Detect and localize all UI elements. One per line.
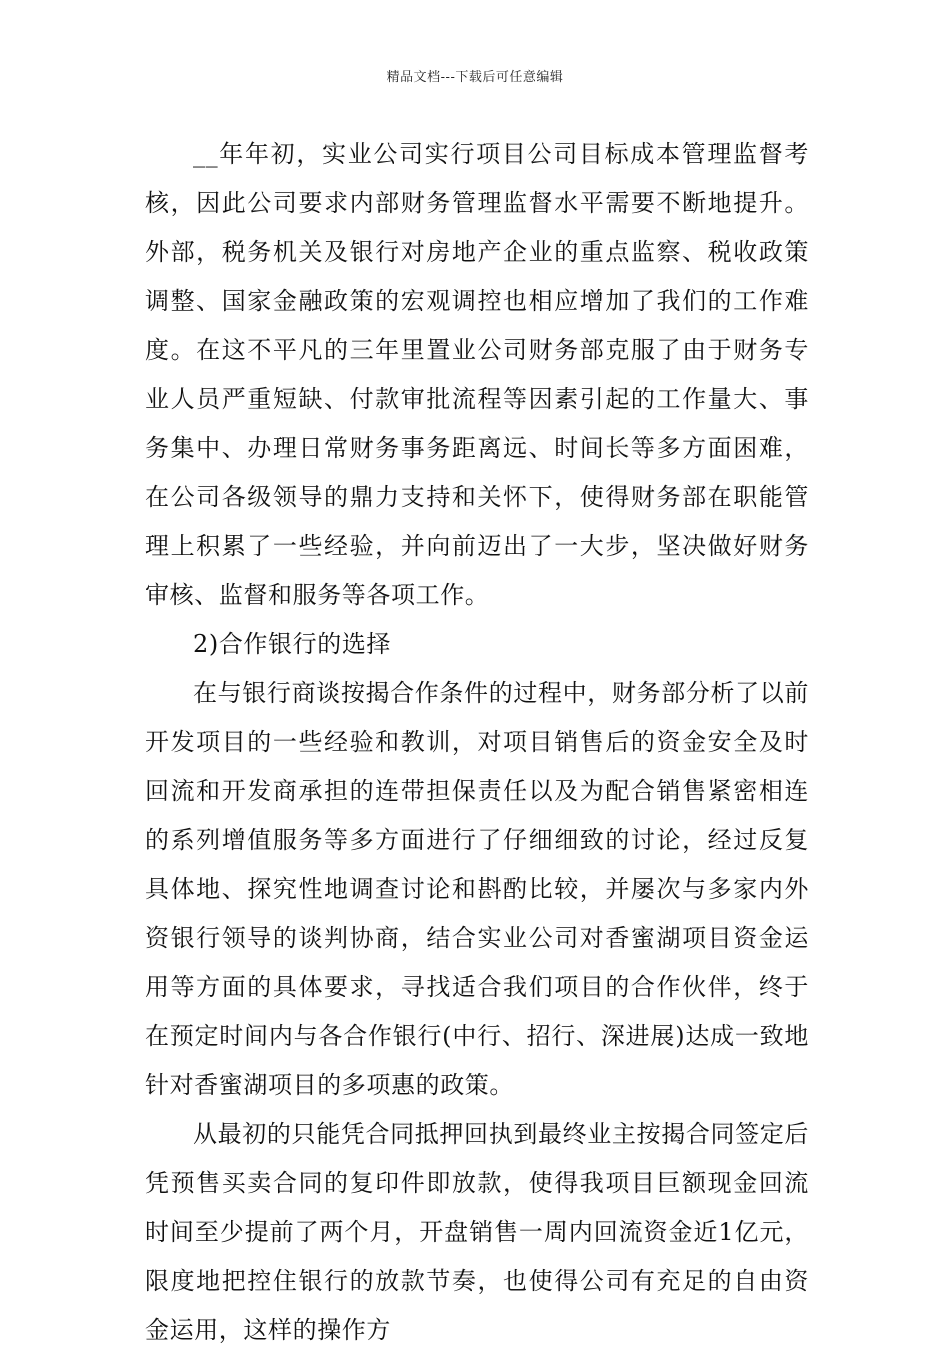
document-body	[145, 130, 809, 1355]
section-heading: 2)合作银行的选择	[193, 630, 392, 658]
paragraph-1: __年年初，实业公司实行项目公司目标成本管理监督考核，因此公司要求内部财务管理监督水平需要不断地提升。外部，税务机关及银行对房地产企业的重点监察、税收政策调整、国家金融政策的宏观调控也相应增加了我们的工作难度。在这不平凡的三年里置业公司财务部克服了由于财务专业人员严重短缺、付款审批流程等因素引起的工作量大、事务集中、办理日常财务事务距离远、时间长等多方面困难，在公司各级领导的鼎力支持和关怀下，使得财务部在职能管理上积累了一些经验，并向前迈出了一大步，坚决做好财务审核、监督和服务等各项工作。	[145, 140, 809, 609]
page-header: 精品文档---下载后可任意编辑	[386, 70, 564, 85]
paragraph-3: 从最初的只能凭合同抵押回执到最终业主按揭合同签定后凭预售买卖合同的复印件即放款，使得我项目巨额现金回流时间至少提前了两个月，开盘销售一周内回流资金近1亿元，限度地把控住银行的放款节奏，也使得公司有充足的自由资金运用，这样的操作方	[145, 1120, 809, 1344]
paragraph-2: 在与银行商谈按揭合作条件的过程中，财务部分析了以前开发项目的一些经验和教训，对项目销售后的资金安全及时回流和开发商承担的连带担保责任以及为配合销售紧密相连的系列增值服务等多方面进行了仔细细致的讨论，经过反复具体地、探究性地调查讨论和斟酌比较，并屡次与多家内外资银行领导的谈判协商，结合实业公司对香蜜湖项目资金运用等方面的具体要求，寻找适合我们项目的合作伙伴，终于在预定时间内与各合作银行(中行、招行、深进展)达成一致地针对香蜜湖项目的多项惠的政策。	[145, 679, 809, 1099]
